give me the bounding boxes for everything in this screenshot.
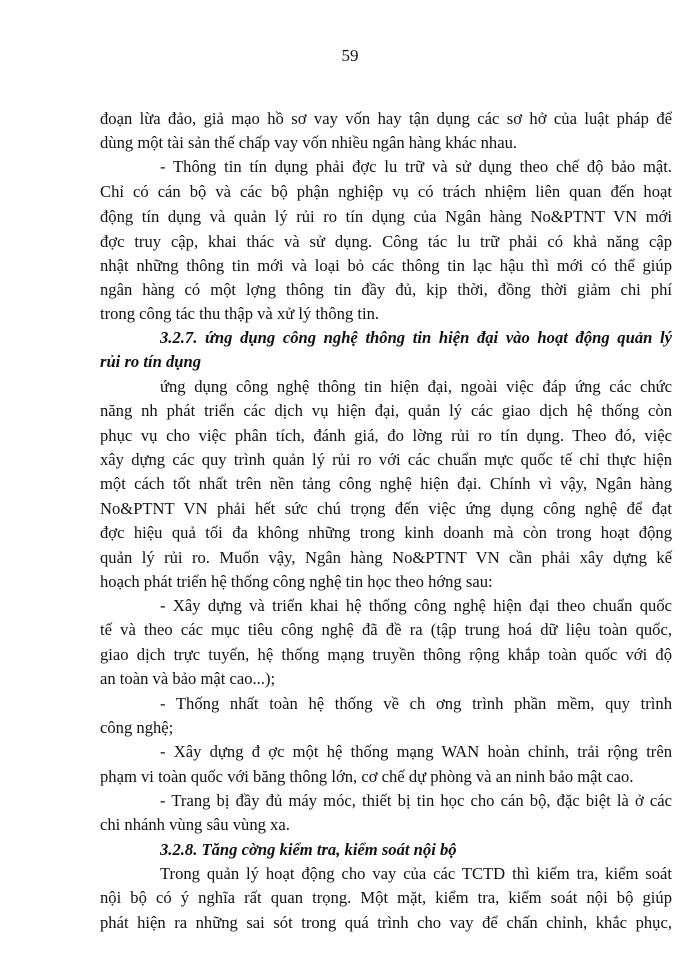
text-line: - Xây dựng và triển khai hệ thống công nghệ hiện đại theo chuẩn quốc — [160, 596, 672, 615]
text-line: động tín dụng và quản lý rủi ro tín dụng của Ngân hàng No&PTNT VN mới — [100, 207, 672, 226]
text-line: đợc hiệu quả tối đa không những trong kinh doanh mà còn trong hoạt động — [100, 523, 672, 542]
text-line: hoạch phát triển hệ thống công nghệ tin học theo hớng sau: — [100, 572, 493, 591]
text-line: xây dựng các quy trình quản lý rủi ro với các chuẩn mực quốc tế chỉ thực hiện — [100, 450, 672, 469]
text-line: năng nh phát triển các dịch vụ hiện đại, quản lý các giao dịch hệ thống còn — [100, 401, 672, 420]
text-line: - Thông tin tín dụng phải đợc lu trữ và sử dụng theo chế độ bảo mật. — [160, 157, 672, 176]
page-number: 59 — [341, 46, 359, 65]
text-line: đoạn lừa đảo, giả mạo hồ sơ vay vốn hay tận dụng các sơ hở của luật pháp để — [100, 109, 672, 128]
text-line: trong công tác thu thập và xử lý thông tin. — [100, 304, 380, 323]
text-line: ứng dụng công nghệ thông tin hiện đại, ngoài việc đáp ứng các chức — [160, 377, 672, 396]
text-line: chi nhánh vùng sâu vùng xa. — [100, 815, 290, 834]
text-line: nội bộ có ý nghĩa rất quan trọng. Một mặt, kiểm tra, kiểm soát nội bộ giúp — [100, 888, 672, 907]
section-heading: rủi ro tín dụng — [100, 352, 201, 371]
text-line: No&PTNT VN phải hết sức chú trọng đến việc ứng dụng công nghệ để đạt — [100, 499, 672, 518]
section-heading: 3.2.8. Tăng cờng kiểm tra, kiểm soát nội bộ — [160, 840, 457, 859]
text-line: Trong quản lý hoạt động cho vay của các TCTD thì kiểm tra, kiểm soát — [160, 864, 672, 883]
text-line: công nghệ; — [100, 718, 174, 737]
text-line: phạm vi toàn quốc với băng thông lớn, cơ chế dự phòng và an ninh bảo mật cao. — [100, 767, 634, 786]
text-line: dùng một tài sản thế chấp vay vốn nhiều ngân hàng khác nhau. — [100, 133, 518, 152]
text-line: an toàn và bảo mật cao...); — [100, 669, 276, 688]
text-line: một cách tốt nhất trên nền tảng công nghệ hiện đại. Chính vì vậy, Ngân hàng — [100, 474, 672, 493]
text-line: phục vụ cho việc phân tích, đánh giá, đo lờng rủi ro tín dụng. Theo đó, việc — [100, 426, 672, 445]
text-line: tế và theo các mục tiêu công nghệ đã đề ra (tập trung hoá dữ liệu toàn quốc, — [100, 620, 672, 639]
text-line: - Thống nhất toàn hệ thống về ch ơng trình phần mềm, quy trình — [160, 694, 672, 713]
text-line: nhật những thông tin mới và loại bỏ các thông tin lạc hậu thì mới có thể giúp — [100, 256, 672, 275]
text-line: quản lý rủi ro. Muốn vậy, Ngân hàng No&PTNT VN cần phải xây dựng kế — [100, 548, 672, 567]
text-line: phát hiện ra những sai sót trong quá trình cho vay để chấn chỉnh, khắc phục, — [100, 913, 672, 932]
text-line: - Xây dựng đ ợc một hệ thống mạng WAN hoàn chỉnh, trải rộng trên — [160, 742, 672, 761]
text-line: đợc truy cập, khai thác và sử dụng. Công tác lu trữ phải có khả năng cập — [100, 232, 672, 251]
text-line: - Trang bị đầy đủ máy móc, thiết bị tin học cho cán bộ, đặc biệt là ở các — [160, 791, 672, 810]
section-heading: 3.2.7. ứng dụng công nghệ thông tin hiện đại vào hoạt động quản lý — [160, 328, 672, 347]
text-line: giao dịch trực tuyến, hệ thống mạng truyền thông rộng khắp toàn quốc với độ — [100, 645, 672, 664]
text-line: Chỉ có cán bộ và các bộ phận nghiệp vụ có trách nhiệm liên quan đến hoạt — [100, 182, 672, 201]
text-line: ngân hàng có một lợng thông tin đầy đủ, kịp thời, đồng thời giảm chi phí — [100, 280, 672, 299]
